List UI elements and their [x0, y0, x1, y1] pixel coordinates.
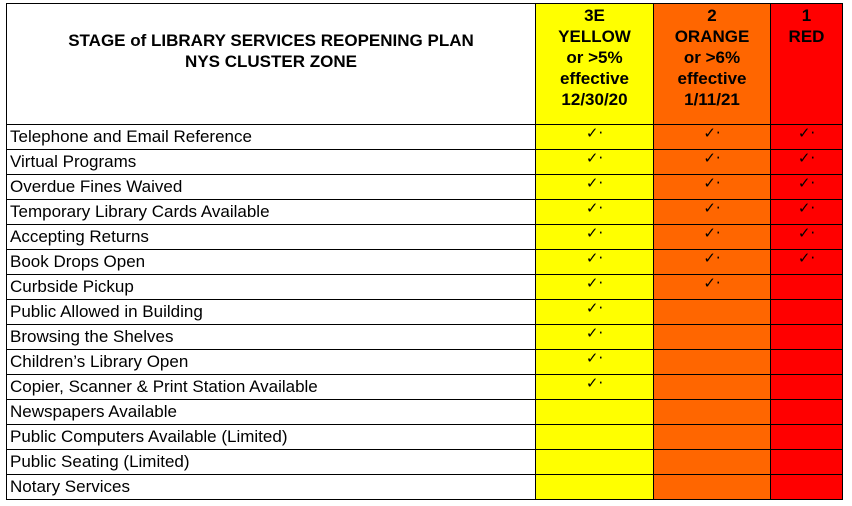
stage-red-cell	[771, 150, 843, 175]
table-row	[7, 300, 843, 325]
checkmark-icon: ✓·	[797, 249, 816, 267]
stage-yellow-cell	[536, 300, 654, 325]
title-line-2: NYS CLUSTER ZONE	[185, 52, 357, 71]
table-row	[7, 475, 843, 500]
table-row	[7, 425, 843, 450]
checkmark-icon: ✓·	[703, 174, 721, 192]
table-row	[7, 400, 843, 425]
service-label: Newspapers Available	[7, 400, 536, 425]
stage-red-cell	[771, 200, 843, 225]
service-label: Notary Services	[7, 475, 536, 500]
stage-orange-cell	[654, 475, 771, 500]
table-row	[7, 375, 843, 400]
table-row	[7, 275, 843, 300]
table-row	[7, 325, 843, 350]
stage-orange-cell	[654, 425, 771, 450]
stage-orange-cell	[654, 350, 771, 375]
stage-yellow-name: YELLOW	[558, 27, 631, 46]
stage-orange-cell	[654, 125, 771, 150]
stage-yellow-cell	[536, 175, 654, 200]
stage-yellow-cell	[536, 150, 654, 175]
service-label: Virtual Programs	[7, 150, 536, 175]
stage-red-cell	[771, 275, 843, 300]
checkmark-icon: ✓·	[585, 349, 604, 367]
stage-yellow-cell	[536, 475, 654, 500]
stage-red-cell	[771, 125, 843, 150]
stage-yellow-threshold: or >5%	[566, 48, 623, 67]
service-label: Children’s Library Open	[7, 350, 536, 375]
table-row	[7, 225, 843, 250]
stage-orange-cell	[654, 300, 771, 325]
stage-red-cell	[771, 325, 843, 350]
checkmark-icon: ✓·	[797, 224, 816, 242]
stage-orange-number: 2	[707, 6, 717, 25]
table-row	[7, 175, 843, 200]
service-label: Temporary Library Cards Available	[7, 200, 536, 225]
stage-red-cell	[771, 450, 843, 475]
checkmark-icon: ✓·	[585, 274, 604, 292]
checkmark-icon: ✓·	[703, 149, 721, 167]
checkmark-icon: ✓·	[703, 224, 721, 242]
stage-red-cell	[771, 350, 843, 375]
table-row	[7, 450, 843, 475]
service-label: Telephone and Email Reference	[7, 125, 536, 150]
stage-orange-date: 1/11/21	[684, 90, 740, 109]
service-label: Accepting Returns	[7, 225, 536, 250]
title-line-1: STAGE of LIBRARY SERVICES REOPENING PLAN	[68, 31, 474, 50]
checkmark-icon: ✓·	[585, 299, 604, 317]
checkmark-icon: ✓·	[703, 249, 721, 267]
checkmark-icon: ✓·	[585, 174, 604, 192]
stage-orange-cell	[654, 450, 771, 475]
stage-orange-cell	[654, 275, 771, 300]
service-label: Public Allowed in Building	[7, 300, 536, 325]
stage-red-cell	[771, 375, 843, 400]
stage-yellow-cell	[536, 350, 654, 375]
checkmark-icon: ✓·	[585, 224, 604, 242]
checkmark-icon: ✓·	[797, 174, 816, 192]
service-label: Overdue Fines Waived	[7, 175, 536, 200]
checkmark-icon: ✓·	[585, 374, 604, 392]
stage-red-name: RED	[788, 27, 825, 46]
table-row	[7, 150, 843, 175]
checkmark-icon: ✓·	[703, 124, 721, 142]
stage-orange-name: ORANGE	[674, 27, 750, 46]
stage-yellow-effective-label: effective	[560, 69, 629, 88]
stage-red-cell	[771, 175, 843, 200]
checkmark-icon: ✓·	[585, 149, 604, 167]
service-label: Public Computers Available (Limited)	[7, 425, 536, 450]
checkmark-icon: ✓·	[703, 199, 721, 217]
stage-orange-cell	[654, 250, 771, 275]
stage-yellow-cell	[536, 225, 654, 250]
stage-red-cell	[771, 400, 843, 425]
checkmark-icon: ✓·	[797, 199, 816, 217]
service-label: Public Seating (Limited)	[7, 450, 536, 475]
stage-red-number: 1	[801, 6, 812, 25]
stage-yellow-cell	[536, 275, 654, 300]
services-table-body	[7, 125, 843, 500]
stage-yellow-cell	[536, 250, 654, 275]
stage-yellow-cell	[536, 400, 654, 425]
stage-red-cell	[771, 300, 843, 325]
reopening-plan-document	[6, 3, 843, 500]
stage-yellow-cell	[536, 425, 654, 450]
table-row	[7, 125, 843, 150]
stage-yellow-cell	[536, 325, 654, 350]
stage-yellow-cell	[536, 125, 654, 150]
stage-orange-cell	[654, 400, 771, 425]
checkmark-icon: ✓·	[797, 149, 816, 167]
service-label: Curbside Pickup	[7, 275, 536, 300]
table-row	[7, 200, 843, 225]
stage-yellow-cell	[536, 450, 654, 475]
stage-yellow-cell	[536, 200, 654, 225]
stage-red-header	[771, 4, 843, 125]
stage-yellow-date: 12/30/20	[561, 90, 628, 109]
stage-orange-cell	[654, 325, 771, 350]
table-title	[7, 4, 536, 125]
stage-orange-cell	[654, 175, 771, 200]
header-row	[7, 4, 843, 125]
stage-orange-cell	[654, 150, 771, 175]
service-label: Book Drops Open	[7, 250, 536, 275]
reopening-stages-table	[6, 3, 843, 500]
service-label: Copier, Scanner & Print Station Available	[7, 375, 536, 400]
checkmark-icon: ✓·	[585, 124, 604, 142]
checkmark-icon: ✓·	[585, 324, 604, 342]
checkmark-icon: ✓·	[703, 274, 721, 292]
stage-orange-threshold: or >6%	[683, 48, 741, 67]
table-row	[7, 250, 843, 275]
stage-yellow-cell	[536, 375, 654, 400]
stage-orange-effective-label: effective	[677, 69, 747, 88]
checkmark-icon: ✓·	[585, 249, 604, 267]
stage-red-cell	[771, 225, 843, 250]
stage-orange-cell	[654, 200, 771, 225]
stage-orange-cell	[654, 375, 771, 400]
stage-red-cell	[771, 475, 843, 500]
checkmark-icon: ✓·	[585, 199, 604, 217]
stage-red-cell	[771, 250, 843, 275]
service-label: Browsing the Shelves	[7, 325, 536, 350]
stage-yellow-header	[536, 4, 654, 125]
stage-yellow-number: 3E	[584, 6, 605, 25]
checkmark-icon: ✓·	[797, 124, 816, 142]
stage-orange-cell	[654, 225, 771, 250]
stage-orange-header	[654, 4, 771, 125]
table-row	[7, 350, 843, 375]
stage-red-cell	[771, 425, 843, 450]
